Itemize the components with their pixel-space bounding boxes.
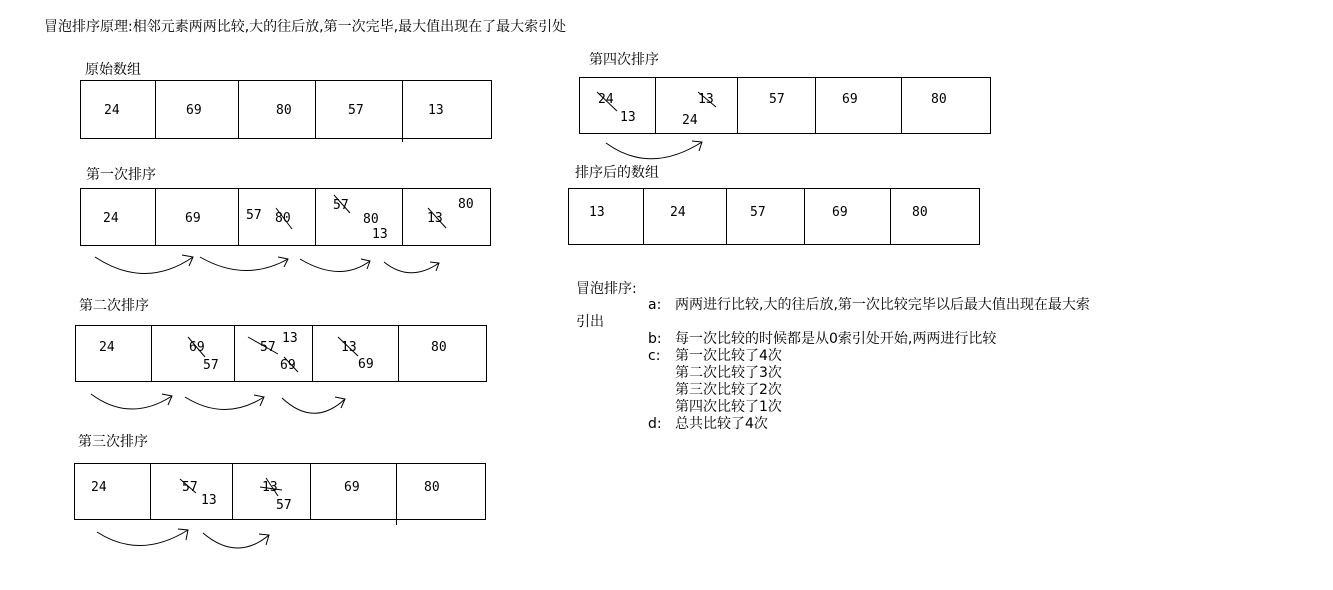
- pass4-arrow: [606, 142, 702, 159]
- pass3-arrow-1-head: [178, 529, 188, 540]
- pass2-cell-24: 24: [99, 340, 115, 355]
- pass4-cell-57: 57: [769, 92, 785, 107]
- pass1-cell-13-new: 13: [372, 227, 388, 242]
- pass1-cell-57-old: 57: [333, 198, 349, 213]
- pass2-cell-69-old: 69: [189, 340, 205, 355]
- pass3-cell-13-old: 13: [262, 480, 278, 495]
- original-cell-2: 69: [186, 103, 202, 118]
- notes-d-tag: d:: [648, 416, 662, 432]
- pass1-arrow-1-head: [182, 255, 193, 266]
- sorted-cell-5: 80: [912, 205, 928, 220]
- pass1-arrow-2: [200, 257, 288, 271]
- pass1-arrow-4-head: [430, 262, 439, 271]
- pass2-label: 第二次排序: [79, 298, 149, 314]
- pass1-cell-57-new: 57: [246, 208, 262, 223]
- original-cell-3: 80: [276, 103, 292, 118]
- notes-a-text: 两两进行比较,大的往后放,第一次比较完毕以后最大值出现在最大索: [675, 297, 1090, 313]
- notes-c-tag: c:: [648, 348, 661, 364]
- notes-a-tag: a:: [648, 297, 662, 313]
- pass4-cell-69: 69: [842, 92, 858, 107]
- pass2-cell-57-old: 57: [260, 340, 276, 355]
- original-cell-1: 24: [104, 103, 120, 118]
- pass2-arrow-2-head: [254, 395, 264, 406]
- notes-c-line1: 第一次比较了4次: [675, 348, 782, 364]
- notes-heading: 冒泡排序:: [576, 281, 637, 297]
- original-cell-4: 57: [348, 103, 364, 118]
- pass4-array-box: [579, 77, 991, 134]
- pass1-label: 第一次排序: [86, 167, 156, 183]
- pass2-arrow-2: [185, 397, 264, 410]
- pass1-arrow-1: [95, 257, 193, 274]
- pass2-arrow-3: [282, 398, 345, 413]
- pass2-array-box: [75, 325, 487, 382]
- sorted-cell-1: 13: [589, 205, 605, 220]
- notes-a-wrap: 引出: [576, 314, 604, 330]
- pass3-cell-57-old: 57: [182, 480, 198, 495]
- pass2-cell-13-old: 13: [341, 340, 357, 355]
- pass2-cell-69-final: 69: [358, 357, 374, 372]
- pass3-arrow-2-head: [259, 534, 269, 545]
- pass1-cell-80-old: 80: [275, 211, 291, 226]
- pass1-cell-13-old: 13: [427, 211, 443, 226]
- pass3-cell-69: 69: [344, 480, 360, 495]
- pass1-arrow-2-head: [278, 257, 288, 267]
- pass3-cell-57-moved: 57: [276, 498, 292, 513]
- pass1-cell-80-moved: 80: [363, 212, 379, 227]
- pass4-cell-13-old: 13: [698, 92, 714, 107]
- pass3-label: 第三次排序: [78, 434, 148, 450]
- pass2-arrow-1-head: [162, 394, 172, 405]
- pass4-cell-13-new: 13: [620, 110, 636, 125]
- pass4-cell-24-moved: 24: [682, 113, 698, 128]
- page-title: 冒泡排序原理:相邻元素两两比较,大的往后放,第一次完毕,最大值出现在了最大索引处: [44, 19, 567, 35]
- pass4-cell-24-old: 24: [598, 92, 614, 107]
- notes-b-tag: b:: [648, 331, 662, 347]
- notes-c-line3: 第三次比较了2次: [675, 382, 782, 398]
- pass3-arrow-2: [203, 533, 269, 548]
- pass1-cell-69: 69: [185, 211, 201, 226]
- pass1-arrow-3-head: [361, 259, 370, 269]
- pass2-arrow-1: [91, 394, 172, 409]
- pass3-cell-80: 80: [424, 480, 440, 495]
- sorted-cell-4: 69: [832, 205, 848, 220]
- pass3-cell-24: 24: [91, 480, 107, 495]
- notes-d-text: 总共比较了4次: [675, 416, 768, 432]
- pass1-cell-80-final: 80: [458, 197, 474, 212]
- notes-b-text: 每一次比较的时候都是从0索引处开始,两两进行比较: [675, 331, 997, 347]
- notes-c-line4: 第四次比较了1次: [675, 399, 782, 415]
- pass3-cell-13-new: 13: [201, 493, 217, 508]
- sorted-cell-3: 57: [750, 205, 766, 220]
- pass2-arrow-3-head: [335, 397, 345, 408]
- sorted-cell-2: 24: [670, 205, 686, 220]
- pass1-cell-24: 24: [103, 211, 119, 226]
- pass4-arrow-head: [692, 141, 702, 151]
- original-cell-5: 13: [428, 103, 444, 118]
- pass2-cell-69-moved: 69: [280, 358, 296, 373]
- pass2-cell-80: 80: [431, 340, 447, 355]
- pass2-cell-57-new: 57: [203, 358, 219, 373]
- pass3-arrow-1: [97, 530, 188, 546]
- pass2-cell-13-new: 13: [282, 331, 298, 346]
- pass4-cell-80: 80: [931, 92, 947, 107]
- pass1-arrow-3: [300, 259, 370, 272]
- notes-c-line2: 第二次比较了3次: [675, 365, 782, 381]
- pass4-label: 第四次排序: [589, 52, 659, 68]
- original-array-label: 原始数组: [85, 62, 141, 78]
- sorted-array-label: 排序后的数组: [575, 165, 659, 181]
- pass1-arrow-4: [384, 262, 439, 273]
